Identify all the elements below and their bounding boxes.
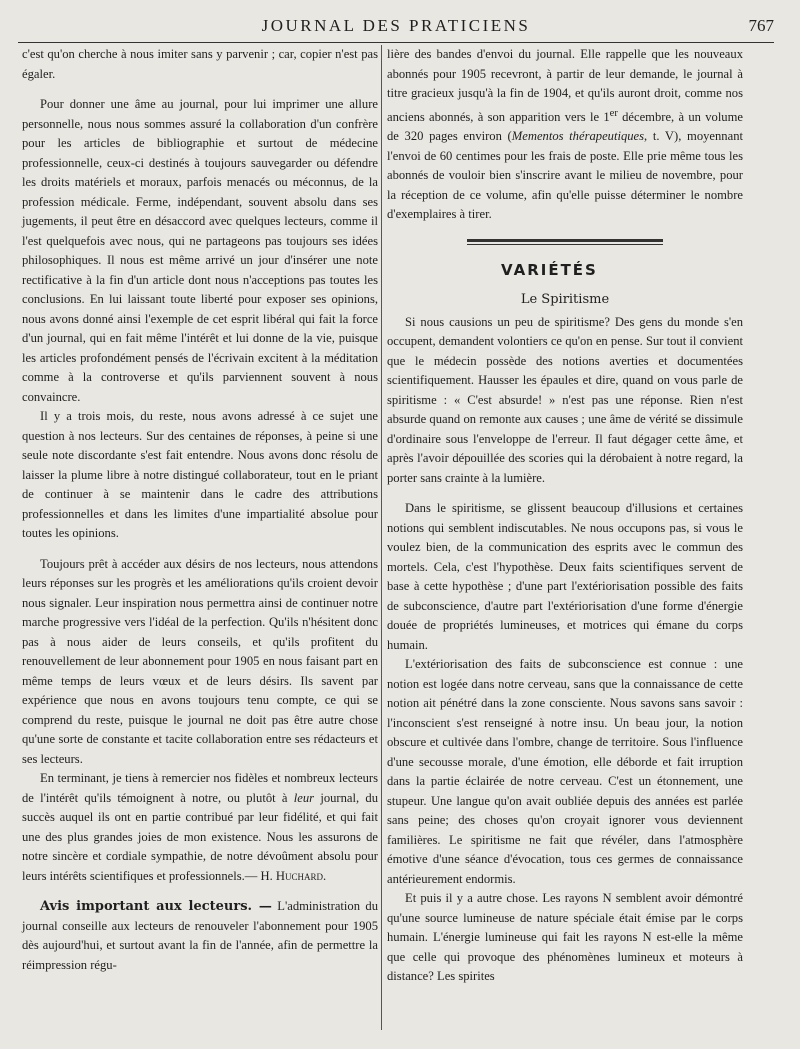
- section-title: VARIÉTÉS: [501, 260, 598, 279]
- left-column: [22, 45, 378, 975]
- paragraph: Si nous causions un peu de spiritisme? Des gens du monde s'en occupent, demandent volontiers ce qu'on en pense. Sur tout il convient que le médecin possède des notions averties et documentées scientifiquement. Hausser les épaules et dire, quand on vous parle de spiritisme : « C'est absurde! » n'est pas une réponse. Rien n'est absurde quand on remonte aux causes ; une âme de vérité se dissimule d'ordinaire sous l'enveloppe de l'erreur. Il faut dégager cette âme, et après l'avoir dépouillée des scories qui la dérobaient à notre regard, la porter sans crainte à la lumière.: [387, 314, 743, 485]
- superscript: er: [609, 107, 618, 119]
- article-title: Le Spiritisme: [520, 292, 610, 308]
- page-header: [18, 10, 774, 43]
- right-column: [387, 45, 743, 987]
- paragraph: [387, 45, 743, 225]
- notice-text: L'administration du journal conseille aux lecteurs de renouveler l'abonnement pour 1905 dès aujourd'hui, et surtout avant la fin de l'année, afin de permettre la réimpression régu-: [22, 899, 378, 972]
- paragraph: L'extériorisation des faits de subconscience est connue : une notion est logée dans notre cerveau, sans que la connaissance de cette notion ait pénétré dans la zone consciente. Nous savons sans savoir : l'inconscient s'est renseigné à notre insu. Un beau jour, la notion obscure et cultivée dans l'ombre, change de territoire. Sous l'influence d'une secousse morale, d'une émotion, elle déborde et fait irruption dans la partie éclairée de notre cerveau. C'est un étonnement, une stupeur. Une langue qu'on avait oubliée depuis des années est parlée sans peine; des choses qu'on croyait ignorer vous deviennent familières. Le spiritisme ne fait que révéler, dans l'atmosphère émotive d'une séance d'évocation, tous ces germes de connaissance antérieurement endormis.: [387, 657, 743, 886]
- rule-thick: [467, 239, 663, 242]
- running-title: JOURNAL DES PRATICIENS: [261, 16, 531, 35]
- paragraph: Dans le spiritisme, se glissent beaucoup d'illusions et certaines notions qui semblent indiscutables. Ne nous occupons pas, si vous le voulez bien, de la communication des esprits avec le commun des mortels. Cela, c'est l'hypothèse. Deux faits scientifiques servent de base à cette hypothèse ; d'une part l'extériorisation possible des faits de subconscience, d'autre part l'extériorisation d'une forme d'énergie douée de propriétés lumineuses, et motrices qui émane du corps humain.: [387, 501, 743, 652]
- page-number: 767: [748, 16, 774, 35]
- paragraph: Il y a trois mois, du reste, nous avons adressé à ce sujet une question à nos lecteurs. Sur des centaines de réponses, à peine si une seule note discordante s'est fait entendre. Nous avons donc résolu de laisser la plume libre à notre distingué collaborateur, tout en le priant de continuer à se maintenir dans le cadre des attributions professionnelles et dans les limites d'une impartialité absolue pour toutes les opinions.: [22, 409, 378, 540]
- column-divider: [381, 45, 382, 1030]
- text-run: journal, du succès auquel ils ont en partie contribué par leur fidélité, et qui fait une des plus grandes joies de mon existence. Nous les assurons de notre sincère et cordiale sympathie, de notre dévoûment absolu pour leurs intérêts scientifiques et professionnels.—: [22, 790, 378, 883]
- rule-thin: [467, 244, 663, 245]
- paragraph: Pour donner une âme au journal, pour lui imprimer une allure personnelle, nous nous sommes assuré la collaboration d'un confrère pour les articles de bibliographie et surtout de médecine professionnelle, ceux-ci destinés à toujours sauvegarder ou défendre les droits matériels et moraux, parfois menacés ou méconnus, de la profession médicale. Ferme, indépendant, souvent absolu dans ses jugements, il peut être en désaccord avec quelques lecteurs, comme il l'est quelquefois avec nous, qui ne partageons pas toujours ses idées philosophiques. Il nous est même arrivé un jour d'insérer une note rectificative à la fin d'un article dont nous n'acceptions pas toutes les conclusions. En lui laissant toute liberté pour exposer ses opinions, nous avons donné ainsi l'exemple de cet esprit libéral qui fait la force d'un journal, qui en fait même l'intérêt et lui donne de la vie, puisque les articles profondément pensés de l'écrivain excitent à la méditation comme à la controverse et qu'ils parviennent souvent à nous convaincre.: [22, 97, 378, 404]
- emphasis: leur: [293, 790, 315, 805]
- emphasis: Mementos thérapeutiques: [511, 129, 645, 144]
- text-run: décembre, à un volume de 320 pages environ (: [387, 109, 743, 144]
- text-run: En terminant, je tiens à remercier nos fidèles et nombreux lecteurs de l'intérêt qu'ils témoignent à notre, ou plutôt à: [22, 771, 378, 805]
- author-signature: H. Huchard.: [260, 868, 327, 883]
- text-run: , t. V), moyennant l'envoi de 60 centimes pour les frais de poste. Elle prie même tous les abonnés de vouloir bien s'inscrire avant le milieu de novembre, pour la réception de ce volume, afin qu'elle puisse déterminer le nombre d'exemplaires à tirer.: [387, 129, 743, 222]
- paragraph: c'est qu'on cherche à nous imiter sans y parvenir ; car, copier n'est pas égaler.: [22, 47, 378, 81]
- paragraph: Toujours prêt à accéder aux désirs de nos lecteurs, nous attendons leurs réponses sur les progrès et les améliorations qu'ils croient devoir nous signaler. Leur inspiration nous permettra ainsi de continuer notre marche progressive vers l'idéal de la perfection. Qu'ils n'hésitent donc pas à nous aider de leurs conseils, et qu'ils profitent du renouvellement de leur abonnement pour 1905 en nous faisant part en même temps de leurs vœux et de leurs désirs. Ils savent par expérience que nous en avons toujours tenu compte, ce qui se comprend du reste, puisque le journal ne doit pas être autre chose qu'une sorte de constante et tacite collaboration entre ses rédacteurs et ses lecteurs.: [22, 556, 378, 766]
- notice-title: Avis important aux lecteurs. —: [40, 899, 272, 914]
- section-rule: [467, 239, 663, 245]
- notice-paragraph: [22, 897, 378, 975]
- paragraph: Et puis il y a autre chose. Les rayons N semblent avoir démontré qu'une source lumineuse de nature spéciale était émise par le corps humain. L'énergie lumineuse qui fait les rayons N est-elle la même que celle qui provoque des phénomènes lumineux et moteurs à distance? Les spirites: [387, 891, 743, 984]
- closing-paragraph: [22, 769, 378, 886]
- text-run: lière des bandes d'envoi du journal. Elle rappelle que les nouveaux abonnés pour 1905 recevront, à partir de leur demande, le journal à titre gracieux jusqu'à la fin de 1904, et qu'ils auront droit, comme nos anciens abonnés, à son apparition vers le 1: [387, 47, 743, 124]
